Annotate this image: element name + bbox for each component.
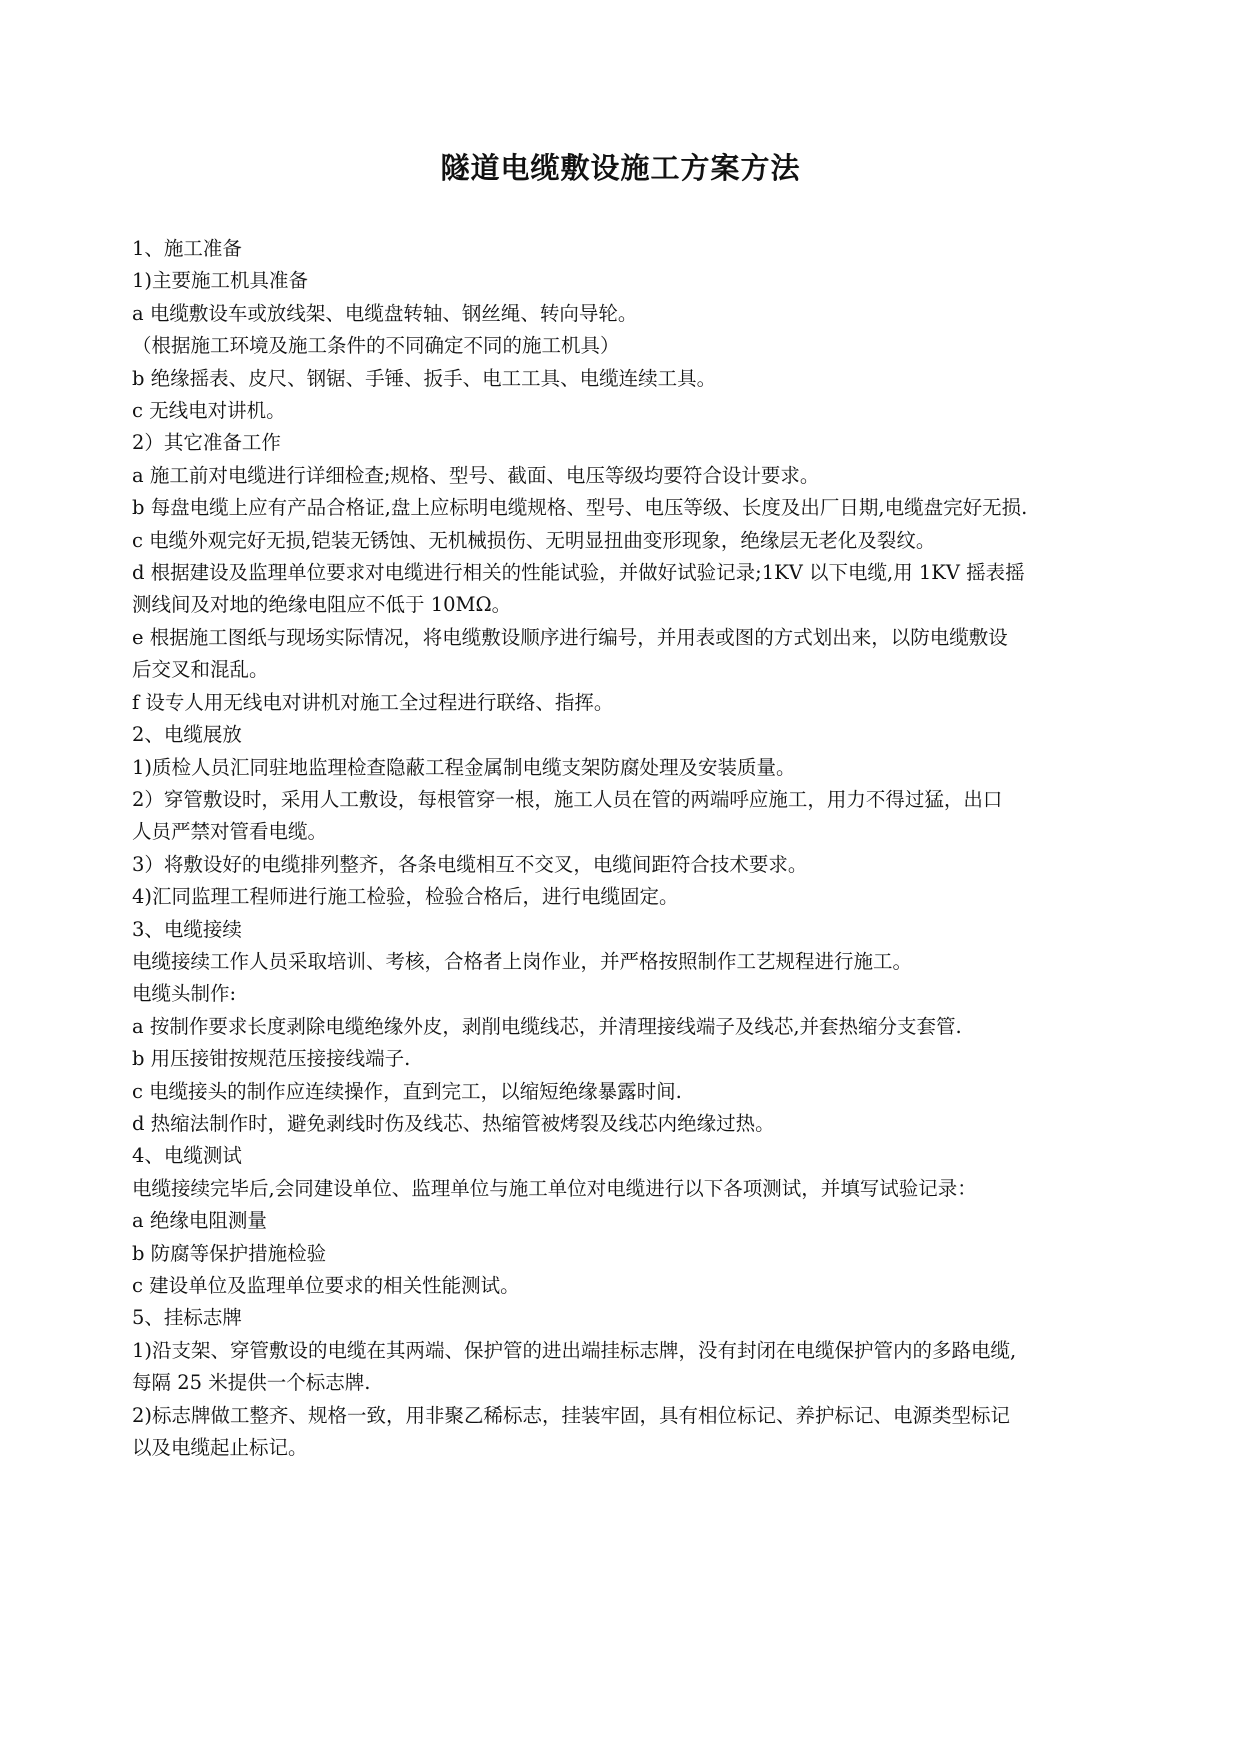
text-line: d 根据建设及监理单位要求对电缆进行相关的性能试验，并做好试验记录;1KV 以下电缆,用 1KV 摇表摇	[132, 561, 1025, 585]
text-line: 1、施工准备	[132, 237, 242, 260]
text-line: e 根据施工图纸与现场实际情况，将电缆敷设顺序进行编号，并用表或图的方式划出来，以防电缆敷设	[132, 625, 1008, 649]
text-line: 4)汇同监理工程师进行施工检验，检验合格后，进行电缆固定。	[132, 885, 679, 909]
text-line: 2）穿管敷设时，采用人工敷设，每根管穿一根，施工人员在管的两端呼应施工，用力不得过猛，出口	[132, 787, 1003, 811]
text-line: 电缆头制作:	[132, 982, 237, 1006]
text-line: a 绝缘电阻测量	[132, 1209, 267, 1233]
text-line: 1)质检人员汇同驻地监理检查隐蔽工程金属制电缆支架防腐处理及安装质量。	[132, 755, 796, 779]
text-line: b 防腐等保护措施检验	[132, 1241, 327, 1265]
text-line: 2、电缆展放	[132, 723, 242, 747]
text-line: b 每盘电缆上应有产品合格证,盘上应标明电缆规格、型号、电压等级、长度及出厂日期,电缆盘完好无损.	[132, 496, 1028, 520]
text-line: 3）将敷设好的电缆排列整齐，各条电缆相互不交叉，电缆间距符合技术要求。	[132, 852, 808, 876]
text-line: c 建设单位及监理单位要求的相关性能测试。	[132, 1274, 520, 1297]
text-line: 2)标志牌做工整齐、规格一致，用非聚乙稀标志，挂装牢固，具有相位标记、养护标记、电源类型标记	[132, 1403, 1011, 1427]
document-title: 隧道电缆敷设施工方案方法	[440, 151, 801, 185]
text-line: 1)沿支架、穿管敷设的电缆在其两端、保护管的进出端挂标志牌，没有封闭在电缆保护管内的多路电缆,	[132, 1338, 1017, 1362]
text-line: 5、挂标志牌	[132, 1306, 242, 1330]
text-line: a 按制作要求长度剥除电缆绝缘外皮，剥削电缆线芯，并清理接线端子及线芯,并套热缩分支套管.	[132, 1014, 962, 1038]
document-body	[132, 233, 1122, 1464]
text-line: 测线间及对地的绝缘电阻应不低于 10MΩ。	[132, 593, 512, 617]
text-line: b 绝缘摇表、皮尺、钢锯、手锤、扳手、电工工具、电缆连续工具。	[132, 366, 717, 390]
text-line: c 无线电对讲机。	[132, 399, 286, 423]
text-line: c 电缆接头的制作应连续操作，直到完工，以缩短绝缘暴露时间.	[132, 1079, 682, 1103]
text-line: 电缆接续完毕后,会同建设单位、监理单位与施工单位对电缆进行以下各项测试，并填写试验记录：	[132, 1176, 977, 1200]
text-line: d 热缩法制作时，避免剥线时伤及线芯、热缩管被烤裂及线芯内绝缘过热。	[132, 1111, 775, 1135]
text-line: 2）其它准备工作	[132, 431, 281, 455]
text-line: a 电缆敷设车或放线架、电缆盘转轴、钢丝绳、转向导轮。	[132, 301, 638, 325]
text-line: 电缆接续工作人员采取培训、考核，合格者上岗作业，并严格按照制作工艺规程进行施工。	[132, 949, 913, 973]
text-line: b 用压接钳按规范压接接线端子.	[132, 1047, 411, 1071]
text-line: （根据施工环境及施工条件的不同确定不同的施工机具）	[132, 334, 620, 358]
text-line: 每隔 25 米提供一个标志牌.	[132, 1371, 371, 1395]
text-line: 1)主要施工机具准备	[132, 269, 309, 293]
text-line: f 设专人用无线电对讲机对施工全过程进行联络、指挥。	[132, 690, 614, 714]
text-line: 后交叉和混乱。	[132, 658, 269, 682]
text-line: 以及电缆起止标记。	[132, 1436, 308, 1460]
text-line: c 电缆外观完好无损,铠装无锈蚀、无机械损伤、无明显扭曲变形现象，绝缘层无老化及裂纹。	[132, 528, 936, 552]
text-line: 4、电缆测试	[132, 1144, 242, 1168]
text-line: 人员严禁对管看电缆。	[132, 820, 328, 844]
text-line: a 施工前对电缆进行详细检查;规格、型号、截面、电压等级均要符合设计要求。	[132, 463, 820, 487]
text-line: 3、电缆接续	[132, 917, 242, 941]
